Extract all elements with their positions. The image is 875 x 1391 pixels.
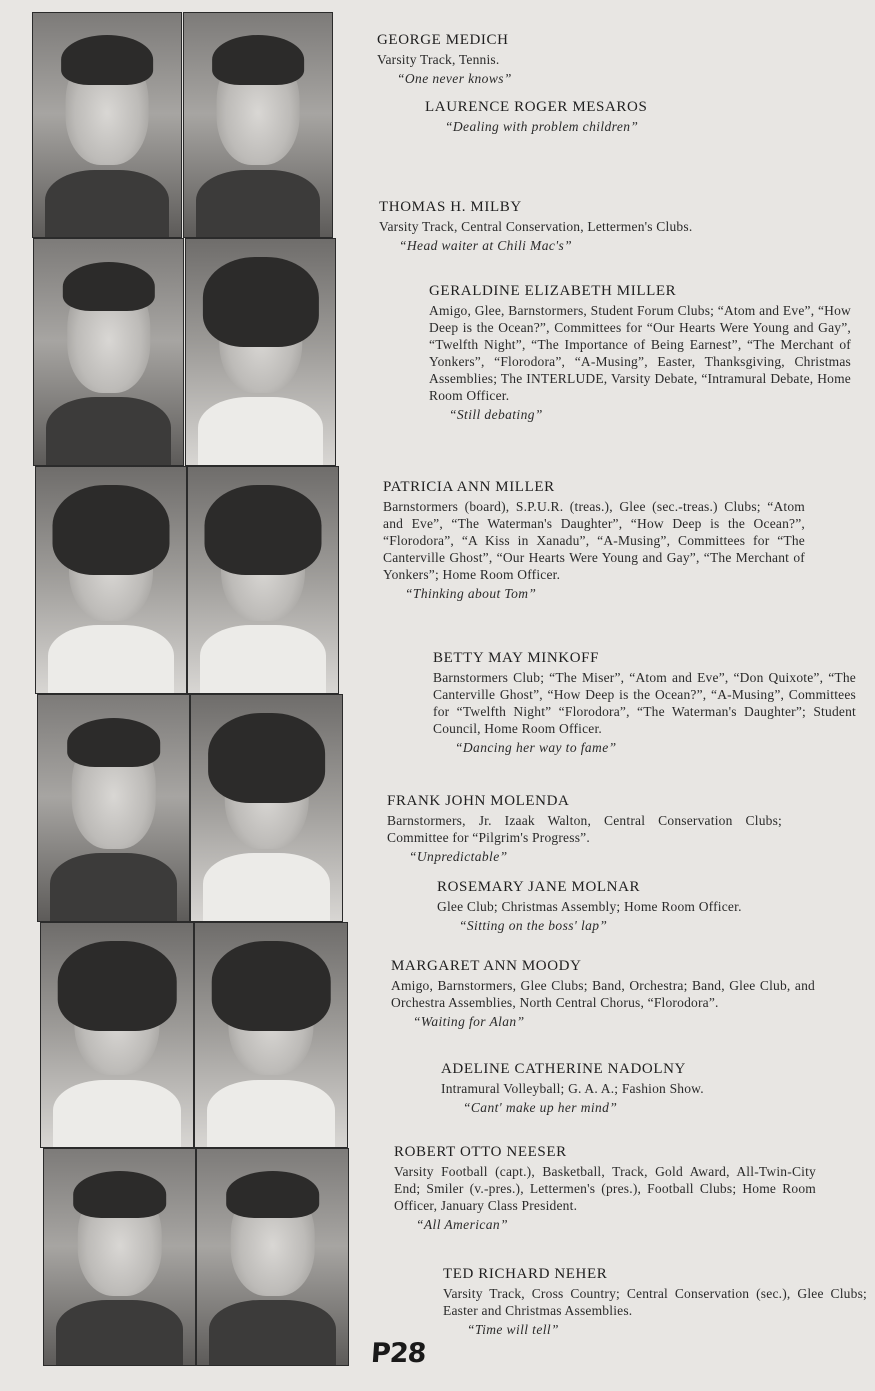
- portrait-thomas-milby: [33, 238, 184, 466]
- student-quote: “Unpredictable”: [409, 849, 508, 864]
- student-quote: “Head waiter at Chili Mac's”: [399, 238, 573, 253]
- student-name: PATRICIA ANN MILLER: [383, 479, 555, 495]
- entry-robert-neeser: [394, 1144, 816, 1233]
- portrait-adeline-nadolny: [194, 922, 348, 1148]
- student-quote: “Dancing her way to fame”: [455, 740, 617, 755]
- student-quote: “Still debating”: [449, 407, 543, 422]
- page-number: P28: [369, 1338, 427, 1369]
- student-quote: “Time will tell”: [467, 1322, 559, 1337]
- portrait-rosemary-molnar: [190, 694, 343, 922]
- portrait-ted-neher: [196, 1148, 349, 1366]
- student-name: FRANK JOHN MOLENDA: [387, 793, 570, 809]
- student-quote: “Cant' make up her mind”: [463, 1100, 618, 1115]
- student-name: ADELINE CATHERINE NADOLNY: [441, 1061, 686, 1077]
- student-activities: Varsity Track, Central Conservation, Lettermen's Clubs.: [379, 219, 693, 234]
- student-activities: Amigo, Barnstormers, Glee Clubs; Band, Orchestra; Band, Glee Club, and Orchestra Assemblies, North Central Chorus, “Florodora”.: [391, 978, 815, 1010]
- student-quote: “Dealing with problem children”: [445, 119, 639, 134]
- student-quote: “Waiting for Alan”: [413, 1014, 525, 1029]
- student-name: BETTY MAY MINKOFF: [433, 650, 600, 666]
- student-name: MARGARET ANN MOODY: [391, 958, 582, 974]
- entry-patricia-miller: [383, 479, 805, 602]
- entry-rosemary-molnar: [437, 879, 862, 934]
- student-activities: Varsity Track, Tennis.: [377, 52, 500, 67]
- entry-betty-minkoff: [433, 650, 856, 756]
- entry-ted-neher: [443, 1266, 867, 1338]
- student-activities: Varsity Track, Cross Country; Central Conservation (sec.), Glee Clubs; Easter and Christmas Assemblies.: [443, 1286, 867, 1318]
- portrait-betty-minkoff: [187, 466, 339, 694]
- student-activities: Barnstormers, Jr. Izaak Walton, Central Conservation Clubs; Committee for “Pilgrim's Progress”.: [387, 813, 782, 845]
- entry-george-medich: [377, 32, 807, 87]
- student-quote: “All American”: [416, 1217, 508, 1232]
- student-quote: “Sitting on the boss' lap”: [459, 918, 608, 933]
- entry-laurence-mesaros: [425, 99, 825, 135]
- student-activities: Intramural Volleyball; G. A. A.; Fashion Show.: [441, 1081, 704, 1096]
- student-quote: “One never knows”: [397, 71, 512, 86]
- student-activities: Barnstormers (board), S.P.U.R. (treas.), Glee (sec.-treas.) Clubs; “Atom and Eve”, “The Waterman's Daughter”, “How Deep is the Ocean?”, “Florodora”, “A Kiss in Xanadu”, “A-Musing”, Committees for “The Canterville Ghost”, “Our Hearts Were Young and Gay”, “The Merchant of Yonkers”; Home Room Officer.: [383, 499, 805, 582]
- student-name: TED RICHARD NEHER: [443, 1266, 608, 1282]
- portrait-laurence-mesaros: [183, 12, 333, 238]
- student-name: LAURENCE ROGER MESAROS: [425, 99, 648, 115]
- portrait-george-medich: [32, 12, 182, 238]
- student-activities: Barnstormers Club; “The Miser”, “Atom and Eve”, “Don Quixote”, “The Canterville Ghost”, “How Deep is the Ocean?”, “A-Musing”, Committees for “Twelfth Night” “Florodora”, “The Waterman's Daughter”; Student Council, Home Room Officer.: [433, 670, 856, 736]
- student-name: THOMAS H. MILBY: [379, 199, 522, 215]
- student-quote: “Thinking about Tom”: [405, 586, 537, 601]
- entry-geraldine-miller: [429, 283, 851, 423]
- portrait-geraldine-miller: [185, 238, 336, 466]
- student-name: GERALDINE ELIZABETH MILLER: [429, 283, 677, 299]
- portrait-patricia-miller: [35, 466, 187, 694]
- entry-margaret-moody: [391, 958, 815, 1030]
- student-activities: Varsity Football (capt.), Basketball, Track, Gold Award, All-Twin-City End; Smiler (v.-pres.), Lettermen's (pres.), Football Clubs; Home Room Officer, January Class President.: [394, 1164, 816, 1213]
- student-name: GEORGE MEDICH: [377, 32, 509, 48]
- portrait-margaret-moody: [40, 922, 194, 1148]
- student-name: ROBERT OTTO NEESER: [394, 1144, 567, 1160]
- entry-adeline-nadolny: [441, 1061, 861, 1116]
- student-name: ROSEMARY JANE MOLNAR: [437, 879, 641, 895]
- portrait-robert-neeser: [43, 1148, 196, 1366]
- student-activities: Glee Club; Christmas Assembly; Home Room Officer.: [437, 899, 742, 914]
- portrait-frank-molenda: [37, 694, 190, 922]
- entry-thomas-milby: [379, 199, 803, 254]
- student-activities: Amigo, Glee, Barnstormers, Student Forum Clubs; “Atom and Eve”, “How Deep is the Ocean?”, Committees for “Our Hearts Were Young and Gay”, “Twelfth Night”, “The Importance of Being Earnest”, “The Merchant of Yonkers”, “Florodora”, “A-Musing”, Easter, Thanksgiving, Christmas Assemblies; The INTERLUDE, Varsity Debate, “Intramural Debate, Home Room Officer.: [429, 303, 851, 403]
- entry-frank-molenda: [387, 793, 782, 865]
